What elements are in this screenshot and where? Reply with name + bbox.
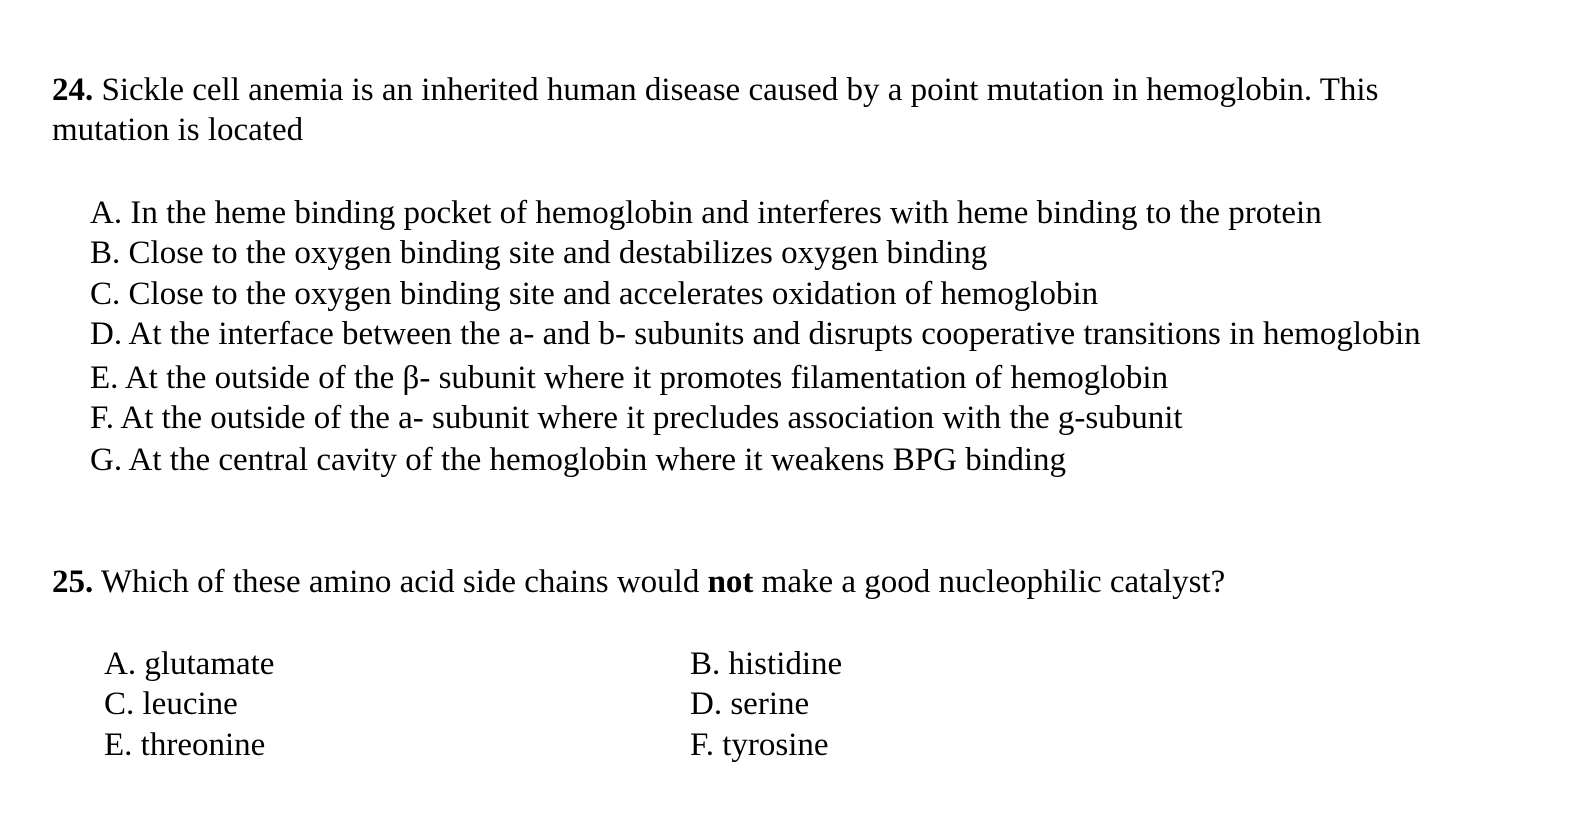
- choice-text: histidine: [720, 646, 843, 682]
- question-25-stem-before: Which of these amino acid side chains would: [93, 564, 708, 600]
- question-24-choice-e: [90, 358, 1168, 398]
- choice-text: tyrosine: [713, 727, 829, 763]
- choice-text: At the outside of the a- subunit where it precludes association with the g-subunit: [113, 400, 1183, 436]
- question-24-choice-c: [90, 274, 1098, 314]
- question-24-stem-text-1: Sickle cell anemia is an inherited human disease caused by a point mutation in hemoglobin. This: [93, 72, 1379, 108]
- question-24-choice-a: [90, 193, 1322, 233]
- question-24-stem-line-2: mutation is located: [52, 112, 304, 148]
- question-24-number: 24.: [52, 72, 94, 108]
- choice-text: At the outside of the β- subunit where it promotes filamentation of hemoglobin: [118, 360, 1169, 396]
- choice-text: At the central cavity of the hemoglobin where it weakens BPG binding: [122, 442, 1067, 478]
- choice-letter: C.: [90, 276, 121, 312]
- question-25-choice-d: [690, 684, 809, 724]
- question-25-choice-b: [690, 644, 842, 684]
- choice-letter: D.: [690, 686, 723, 722]
- choice-text: threonine: [132, 727, 266, 763]
- choice-letter: D.: [90, 316, 123, 352]
- choice-letter: C.: [104, 686, 135, 722]
- choice-letter: G.: [90, 442, 123, 478]
- question-25-choice-c: [104, 684, 238, 724]
- question-25-stem-after: make a good nucleophilic catalyst?: [753, 564, 1226, 600]
- choice-letter: F.: [690, 727, 714, 763]
- question-25-stem-emphasis: not: [707, 564, 754, 600]
- choice-text: In the heme binding pocket of hemoglobin and interferes with heme binding to the protein: [122, 195, 1322, 231]
- choice-letter: E.: [90, 360, 119, 396]
- question-25-choice-e: [104, 725, 265, 765]
- question-24-stem-line-1: [52, 70, 1378, 110]
- choice-text: serine: [722, 686, 810, 722]
- choice-letter: B.: [690, 646, 721, 682]
- choice-letter: A.: [104, 646, 137, 682]
- question-25-stem: [52, 562, 1225, 602]
- choice-text: leucine: [134, 686, 238, 722]
- question-24-choice-g: [90, 440, 1066, 480]
- question-25-choice-a: [104, 644, 274, 684]
- choice-letter: A.: [90, 195, 123, 231]
- question-25-number: 25.: [52, 564, 94, 600]
- choice-letter: F.: [90, 400, 114, 436]
- choice-text: Close to the oxygen binding site and destabilizes oxygen binding: [120, 235, 988, 271]
- choice-letter: B.: [90, 235, 121, 271]
- choice-letter: E.: [104, 727, 133, 763]
- choice-text: Close to the oxygen binding site and accelerates oxidation of hemoglobin: [120, 276, 1099, 312]
- choice-text: At the interface between the a- and b- subunits and disrupts cooperative transitions in hemoglobin: [122, 316, 1421, 352]
- choice-text: glutamate: [136, 646, 275, 682]
- question-24-choice-b: [90, 233, 987, 273]
- question-24-choice-d: [90, 314, 1421, 354]
- question-24-choice-f: [90, 398, 1183, 438]
- question-25-choice-f: [690, 725, 829, 765]
